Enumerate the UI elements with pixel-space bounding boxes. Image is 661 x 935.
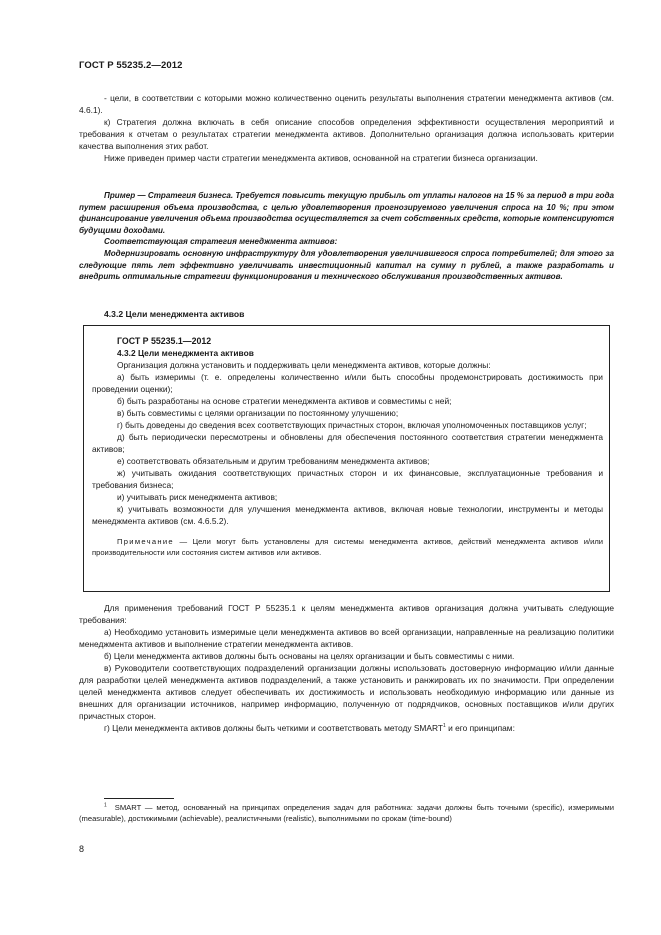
example-paragraph: Модернизировать основную инфраструктуру для удовлетворения увеличившегося спроса потребителей; для этого за следующие пять лет эффективно увеличивать инвестиционный капитал на сумму n рублей, а также разработать и внедрить оптимальные стратегии функционирования и технического обслуживания производственных активов.: [79, 248, 614, 282]
example-paragraph: Пример — Стратегия бизнеса. Требуется повысить текущую прибыль от уплаты налогов на 15 % за период в три года путем расширения объема производства, с целью удовлетворения прогнозируемого увеличения спроса на 10 %; при этом финансирование увеличения объема производства осуществляется за счет собственных средств, которые компенсируются будущими доходами.: [79, 191, 614, 235]
box-list-item: б) быть разработаны на основе стратегии менеджмента активов и совместимы с ней;: [117, 396, 452, 406]
section-heading: 4.3.2 Цели менеджмента активов: [104, 309, 245, 319]
footnote-body: SMART — метод, основанный на принципах определения задач для работника: задачи должны быть точными (specific), измеримыми (measurable), достижимыми (achievable), реалистичными (realistic), выполнимыми по срокам (time-bound): [79, 803, 614, 823]
footnote: [79, 803, 614, 825]
box-list-item: и) учитывать риск менеджмента активов;: [117, 492, 278, 502]
paragraph: к) Стратегия должна включать в себя описание способов определения эффективности осуществления мероприятий и требования к отчетам о результатах стратегии менеджмента активов. Дополнительно организация должна использовать критерии качества выполнения этих работ.: [79, 117, 614, 151]
box-intro: Организация должна установить и поддерживать цели менеджмента активов, которые должны:: [117, 360, 491, 370]
smart-text-before: г) Цели менеджмента активов должны быть четкими и соответствовать методу SMART: [104, 723, 444, 733]
paragraph: - цели, в соответствии с которыми можно количественно оценить результаты выполнения стратегии менеджмента активов (см. 4.6.1).: [79, 93, 614, 115]
footnote-reference[interactable]: 1: [443, 723, 446, 730]
example-block: [79, 190, 614, 283]
paragraph: Для применения требований ГОСТ Р 55235.1 к целям менеджмента активов организация должна учитывать следующие требования:: [79, 603, 614, 625]
smart-text-after: и его принципам:: [445, 723, 515, 733]
note-label: Примечание: [117, 537, 174, 546]
box-list-item: г) быть доведены до сведения всех соответствующих причастных сторон, включая уполномоченных поставщиков услуг;: [117, 420, 587, 430]
footnote-text: [79, 803, 614, 825]
box-heading: 4.3.2 Цели менеджмента активов: [117, 348, 254, 358]
box-note: [92, 536, 603, 558]
paragraph: в) Руководители соответствующих подразделений организации должны использовать достоверную информацию и/или данные для разработки целей менеджмента активов подразделений, а также установить и ранжировать их по значимости. При определении целей менеджмента активов следует обеспечивать их достижимость и использовать необходимую информацию или данные из внешних для организации источников, например информацию, полученную от подрядчиков, основных поставщиков и/или других причастных сторон.: [79, 663, 614, 721]
example-paragraph: Соответствующая стратегия менеджмента активов:: [104, 237, 338, 247]
footnote-divider: [104, 798, 174, 799]
requirements-text: [79, 602, 614, 734]
document-header: ГОСТ Р 55235.2—2012: [79, 60, 183, 71]
paragraph: а) Необходимо установить измеримые цели менеджмента активов во всей организации, направленные на реализацию политики менеджмента активов и выполнение стратегии менеджмента активов.: [79, 627, 614, 649]
footnote-marker: 1: [104, 802, 107, 809]
box-list-item: д) быть периодически пересмотрены и обновлены для обеспечения постоянного соответствия стратегии менеджмента активов;: [92, 432, 603, 454]
box-list-item: е) соответствовать обязательным и другим требованиям менеджмента активов;: [117, 456, 430, 466]
box-list-item: а) быть измеримы (т. е. определены количественно и/или быть способны продемонстрировать достижимость при проведении оценки);: [92, 372, 603, 394]
quoted-standard-box: [83, 325, 610, 592]
box-list-item: в) быть совместимы с целями организации по постоянному улучшению;: [117, 408, 399, 418]
page-number: 8: [79, 844, 85, 854]
paragraph: б) Цели менеджмента активов должны быть основаны на целях организации и быть совместимы с ними.: [104, 651, 515, 661]
note-text: — Цели могут быть установлены для системы менеджмента активов, действий менеджмента активов и/или производительности или состояния систем активов или активов.: [92, 537, 603, 557]
paragraph: [79, 722, 614, 734]
paragraph: Ниже приведен пример части стратегии менеджмента активов, основанной на стратегии бизнеса организации.: [104, 153, 538, 163]
top-text: [79, 92, 614, 164]
box-list-item: ж) учитывать ожидания соответствующих причастных сторон и их финансовые, эксплуатационные требования и требования бизнеса;: [92, 468, 603, 490]
box-list-item: к) учитывать возможности для улучшения менеджмента активов, включая новые технологии, инструменты и методы менеджмента активов (см. 4.6.5.2).: [92, 504, 603, 526]
box-standard-title: ГОСТ Р 55235.1—2012: [117, 336, 212, 346]
